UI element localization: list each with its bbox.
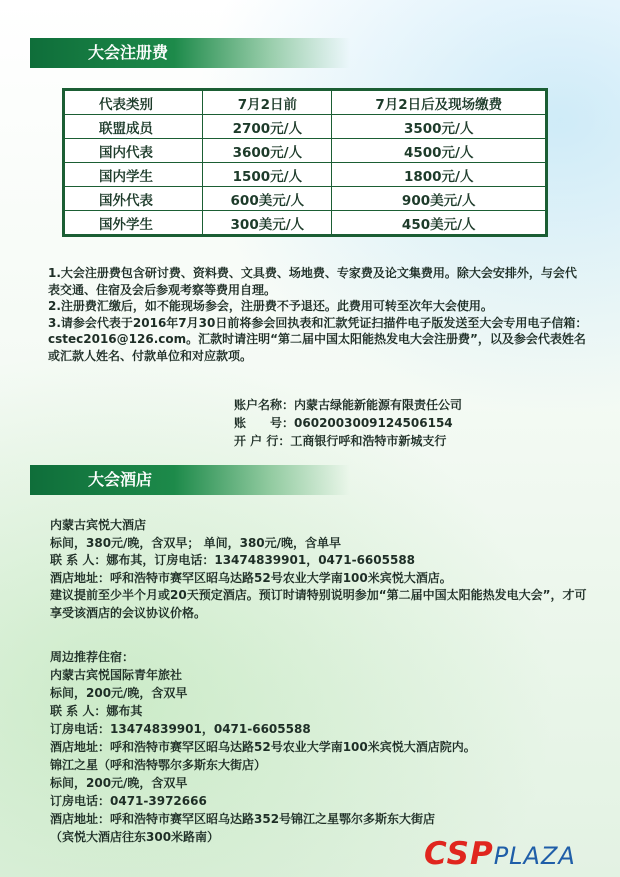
table-cell: 国外学生 — [64, 211, 203, 236]
logo-plaza-text: PLAZA — [493, 842, 576, 870]
logo-csp-text: CSP — [424, 836, 494, 872]
nearby-line: 周边推荐住宿： — [50, 650, 135, 664]
table-cell: 联盟成员 — [64, 115, 203, 139]
table-cell: 600美元/人 — [203, 187, 332, 211]
account-number-label: 账 号： — [234, 416, 295, 430]
hotel-line: 酒店地址：呼和浩特市赛罕区昭乌达路52号农业大学南100米宾悦大酒店。 — [50, 570, 452, 585]
table-row — [64, 187, 547, 211]
table-cell: 国外代表 — [64, 187, 203, 211]
hotel-line: 标间，380元/晚，含双早； 单间，380元/晚，含单早 — [50, 535, 342, 550]
account-name-line — [234, 396, 574, 414]
account-name-value: 内蒙古绿能新能源有限责任公司 — [294, 398, 463, 412]
nearby-line: 标间，200元/晚，含双早 — [50, 686, 188, 700]
bank-account-info — [234, 396, 574, 450]
nearby-accommodation-info — [50, 648, 598, 846]
table-cell: 900美元/人 — [332, 187, 547, 211]
table-row — [64, 115, 547, 139]
account-number-value: 0602003009124506154 — [294, 416, 453, 430]
nearby-line: 联 系 人：娜布其 — [50, 704, 143, 718]
table-cell: 3600元/人 — [203, 139, 332, 163]
table-cell: 国内学生 — [64, 163, 203, 187]
table-row — [64, 211, 547, 236]
nearby-line: 订房电话：0471-3972666 — [50, 794, 207, 808]
nearby-line: 酒店地址：呼和浩特市赛罕区昭乌达路52号农业大学南100米宾悦大酒店院内。 — [50, 740, 476, 754]
account-bank-label: 开 户 行： — [234, 434, 291, 448]
table-cell: 1800元/人 — [332, 163, 547, 187]
hotel-header: 大会酒店 — [30, 465, 350, 495]
nearby-line: 订房电话：13474839901，0471-6605588 — [50, 722, 311, 736]
table-header-cell: 7月2日前 — [203, 90, 332, 115]
nearby-line: （宾悦大酒店往东300米路南） — [50, 830, 220, 844]
table-cell: 300美元/人 — [203, 211, 332, 236]
registration-notes — [48, 265, 588, 364]
registration-fee-header: 大会注册费 — [30, 38, 350, 68]
main-hotel-info — [50, 517, 598, 622]
table-header-cell: 7月2日后及现场缴费 — [332, 90, 547, 115]
table-header-cell: 代表类别 — [64, 90, 203, 115]
account-number-line — [234, 414, 574, 432]
table-cell: 国内代表 — [64, 139, 203, 163]
table-cell: 4500元/人 — [332, 139, 547, 163]
table-row — [64, 163, 547, 187]
note-item: 1.大会注册费包含研讨费、资料费、文具费、场地费、专家费及论文集费用。除大会安排外，与会代表交通、住宿及会后参观考察等费用自理。 — [48, 266, 577, 297]
csp-plaza-logo — [424, 836, 610, 870]
table-cell: 2700元/人 — [203, 115, 332, 139]
nearby-line: 标间，200元/晚，含双早 — [50, 776, 188, 790]
note-item: 3.请参会代表于2016年7月30日前将参会回执表和汇款凭证扫描件电子版发送至大会专用电子信箱：cstec2016@126.com。汇款时请注明“第二届中国太阳能热发电大会注册费”，以及参会代表姓名或汇款人姓名、付款单位和对应款项。 — [48, 315, 588, 363]
account-name-label: 账户名称： — [234, 398, 295, 412]
nearby-line: 酒店地址：呼和浩特市赛罕区昭乌达路352号锦江之星鄂尔多斯东大街店 — [50, 812, 436, 826]
table-header-row — [64, 90, 547, 115]
hotel-line: 建议提前至少半个月或20天预定酒店。预订时请特别说明参加“第二届中国太阳能热发电大会”，才可享受该酒店的会议协议价格。 — [50, 588, 587, 620]
nearby-line: 内蒙古宾悦国际青年旅社 — [50, 668, 183, 682]
nearby-line: 锦江之星（呼和浩特鄂尔多斯东大街店） — [50, 758, 267, 772]
note-item: 2.注册费汇缴后，如不能现场参会，注册费不予退还。此费用可转至次年大会使用。 — [48, 299, 493, 313]
account-bank-line — [234, 432, 574, 450]
hotel-line: 内蒙古宾悦大酒店 — [50, 518, 147, 532]
table-cell: 3500元/人 — [332, 115, 547, 139]
table-row — [64, 139, 547, 163]
table-cell: 1500元/人 — [203, 163, 332, 187]
account-bank-value: 工商银行呼和浩特市新城支行 — [290, 434, 447, 448]
registration-fee-table — [62, 88, 548, 237]
hotel-line: 联 系 人：娜布其，订房电话：13474839901，0471-6605588 — [50, 553, 416, 567]
table-cell: 450美元/人 — [332, 211, 547, 236]
